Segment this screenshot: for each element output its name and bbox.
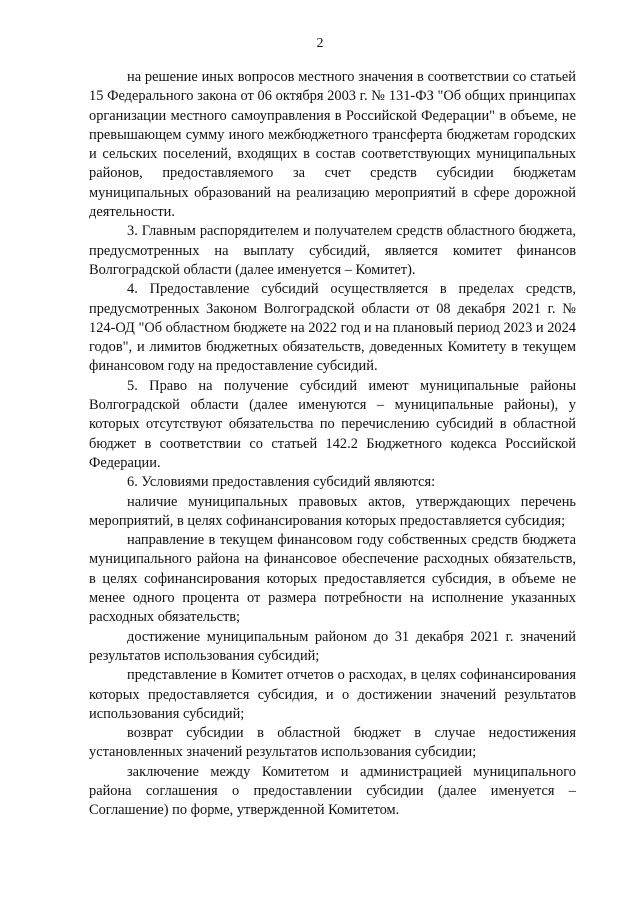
- document-body: [89, 68, 576, 821]
- condition-results-achievement: достижение муниципальным районом до 31 декабря 2021 г. значений результатов использования субсидий;: [89, 628, 576, 664]
- condition-refund: возврат субсидии в областной бюджет в случае недостижения установленных значений результатов использования субсидии;: [89, 725, 576, 761]
- page-number: 2: [316, 36, 324, 51]
- paragraph-5-eligibility: 5. Право на получение субсидий имеют муниципальные районы Волгоградской области (далее именуются – муниципальные районы), у которых отсутствуют обязательства по перечислению субсидий в областной бюджет в соответствии со статьей 142.2 Бюджетного кодекса Российской Федерации.: [89, 377, 576, 471]
- condition-reports: представление в Комитет отчетов о расходах, в целях софинансирования которых предоставляется субсидия, и о достижении значений результатов использования субсидий;: [89, 667, 576, 722]
- paragraph-3-main-administrator: 3. Главным распорядителем и получателем средств областного бюджета, предусмотренных на выплату субсидий, является комитет финансов Волгоградской области (далее именуется – Комитет).: [89, 223, 576, 278]
- paragraph-6-conditions-heading: 6. Условиями предоставления субсидий являются:: [127, 474, 436, 491]
- condition-agreement: заключение между Комитетом и администрацией муниципального района соглашения о предоставлении субсидии (далее именуется – Соглашение) по форме, утвержденной Комитетом.: [89, 763, 576, 819]
- paragraph-4-subsidy-limits: 4. Предоставление субсидий осуществляется в пределах средств, предусмотренных Законом Волгоградской области от 08 декабря 2021 г. № 124-ОД "Об областном бюджете на 2022 год и на плановый период 2023 и 2024 годов", и лимитов бюджетных обязательств, доведенных Комитету в текущем финансовом году на предоставление субсидий.: [89, 281, 576, 375]
- condition-own-funds: направление в текущем финансовом году собственных средств бюджета муниципального района на финансовое обеспечение расходных обязательств, в целях софинансирования которых предоставляется субсидия, в объеме не менее одного процента от размера потребности на исполнение указанных расходных обязательств;: [89, 532, 576, 626]
- paragraph-local-issues: на решение иных вопросов местного значения в соответствии со статьей 15 Федерального закона от 06 октября 2003 г. № 131-ФЗ "Об общих принципах организации местного самоуправления в Российской Федерации" в объеме, не превышающем сумму иного межбюджетного трансферта бюджетам городских и сельских поселений, входящих в состав соответствующих муниципальных районов, предоставляемого за счет средств субсидии бюджетам муниципальных образований на реализацию мероприятий в сфере дорожной деятельности.: [89, 69, 576, 221]
- condition-legal-acts: наличие муниципальных правовых актов, утверждающих перечень мероприятий, в целях софинансирования которых предоставляется субсидия;: [89, 493, 576, 529]
